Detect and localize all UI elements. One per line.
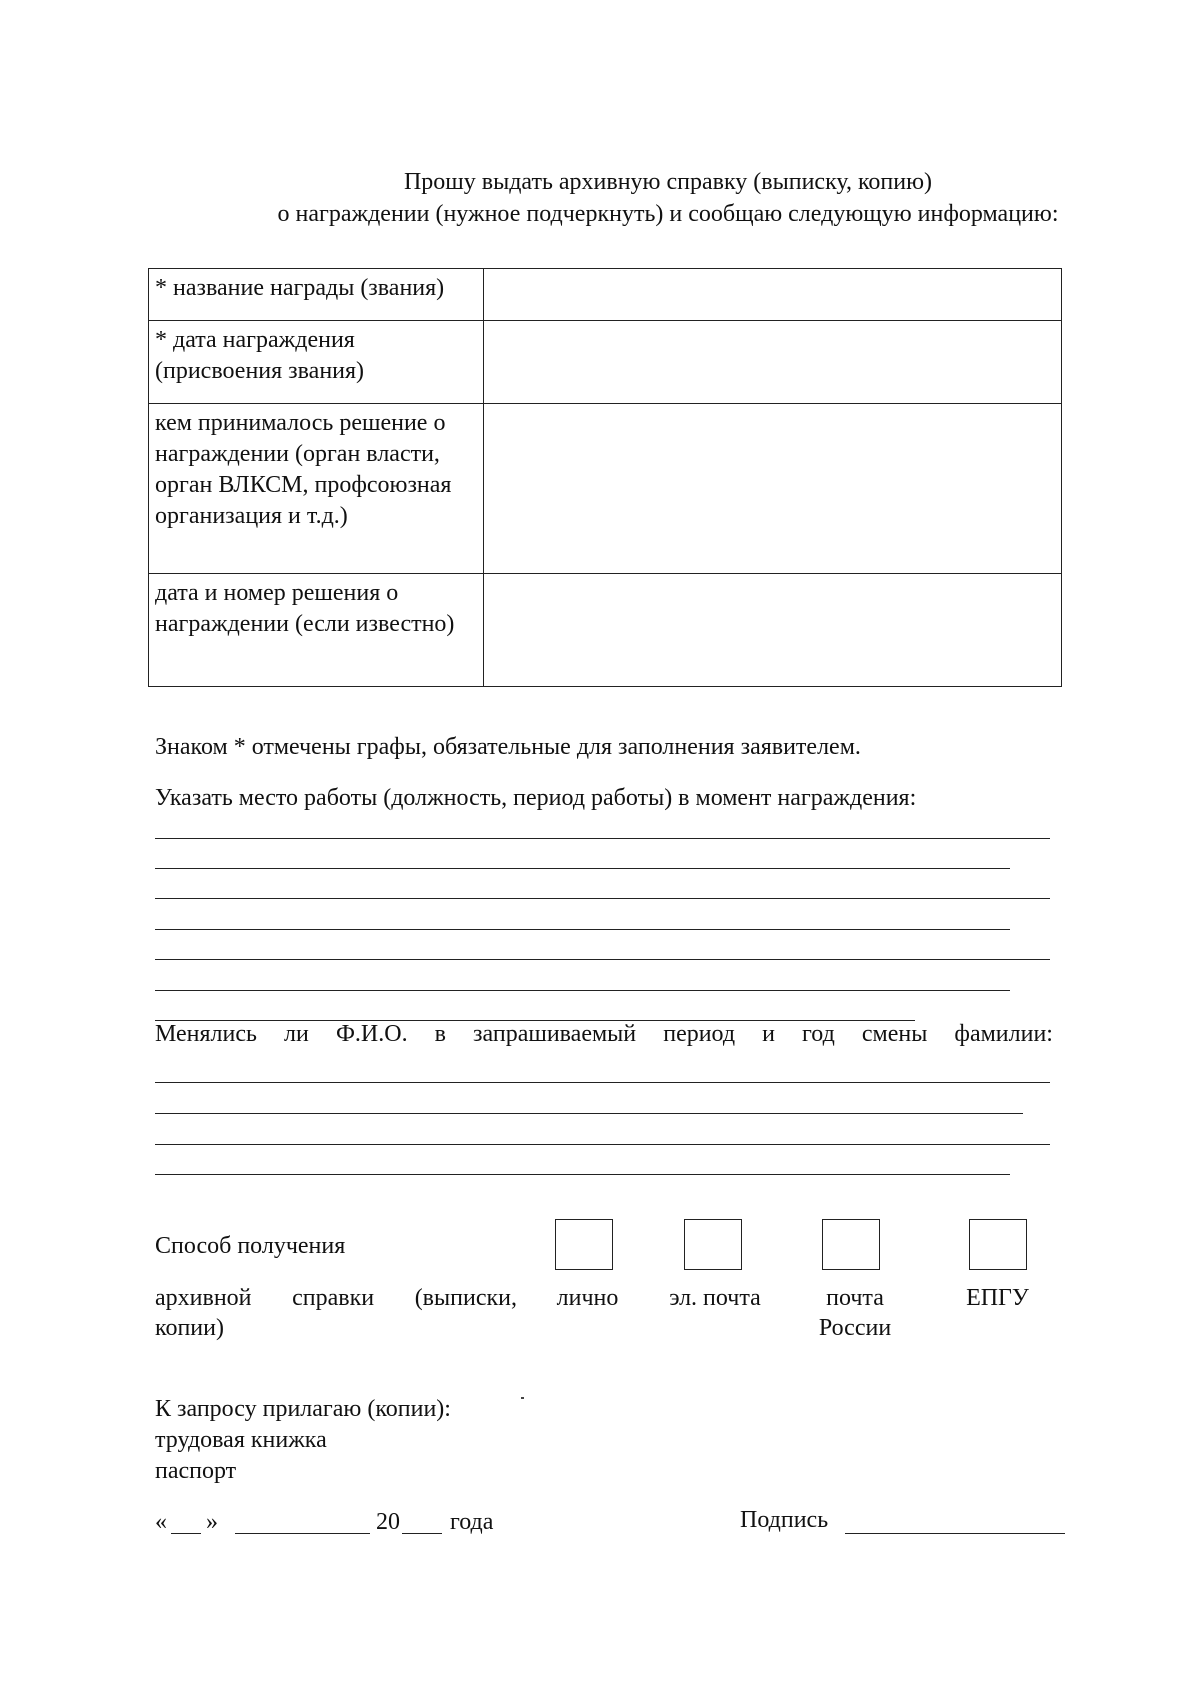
- award-date-label: * дата награждения (присвоения звания): [149, 321, 484, 404]
- workplace-line-1[interactable]: [155, 838, 1050, 839]
- award-name-label: * название награды (звания): [149, 269, 484, 321]
- fio-word: фамилии:: [954, 1021, 1053, 1047]
- name-change-line-4[interactable]: [155, 1174, 1010, 1175]
- award-info-table: [148, 268, 1062, 687]
- heading-line-1: Прошу выдать архивную справку (выписку, копию): [403, 169, 933, 195]
- attachments-title: К запросу прилагаю (копии):: [155, 1396, 451, 1422]
- option-in-person-label: лично: [556, 1285, 619, 1311]
- required-fields-note: Знаком * отмечены графы, обязательные для заполнения заявителем.: [155, 734, 861, 760]
- date-year-field[interactable]: [402, 1533, 442, 1534]
- date-open-quote: «: [155, 1509, 167, 1535]
- date-day-field[interactable]: [171, 1533, 201, 1534]
- option-russian-post-label: почта России: [818, 1285, 892, 1341]
- attachment-item-labor-book: трудовая книжка: [155, 1427, 327, 1453]
- decision-body-field[interactable]: [484, 404, 1062, 574]
- name-change-question: [155, 1021, 1053, 1048]
- table-row-decision-body: [149, 404, 1062, 574]
- receipt-method-label-line3: копии): [155, 1315, 224, 1341]
- decision-body-label: кем принималось решение о награждении (орган власти, орган ВЛКСМ, профсоюзная организация и т.д.): [149, 404, 484, 574]
- date-month-field[interactable]: [235, 1533, 370, 1534]
- attachment-item-passport: паспорт: [155, 1458, 237, 1484]
- award-name-field[interactable]: [484, 269, 1062, 321]
- fio-word: ли: [284, 1021, 309, 1047]
- receipt-method-label-line2: [155, 1283, 517, 1313]
- option-epgu-label: ЕПГУ: [966, 1285, 1029, 1311]
- checkbox-russian-post[interactable]: [822, 1219, 880, 1270]
- receipt-word: архивной: [155, 1285, 252, 1311]
- option-email-label: эл. почта: [669, 1285, 761, 1311]
- receipt-word: справки: [292, 1285, 375, 1311]
- checkbox-in-person[interactable]: [555, 1219, 613, 1270]
- fio-word: смены: [861, 1021, 928, 1047]
- fio-word: период: [663, 1021, 736, 1047]
- name-change-line-2[interactable]: [155, 1113, 1023, 1114]
- fio-word: год: [802, 1021, 835, 1047]
- workplace-line-6[interactable]: [155, 990, 1010, 991]
- award-date-field[interactable]: [484, 321, 1062, 404]
- workplace-line-2[interactable]: [155, 868, 1010, 869]
- workplace-line-4[interactable]: [155, 929, 1010, 930]
- fio-word: запрашиваемый: [473, 1021, 637, 1047]
- heading-line-2: о награждении (нужное подчеркнуть) и сообщаю следующую информацию:: [277, 201, 1059, 227]
- name-change-line-1[interactable]: [155, 1082, 1050, 1083]
- date-century: 20: [376, 1509, 400, 1535]
- name-change-line-3[interactable]: [155, 1144, 1050, 1145]
- table-row-award-name: [149, 269, 1062, 321]
- receipt-word: (выписки,: [414, 1285, 517, 1311]
- table-row-decision-number: [149, 574, 1062, 687]
- table-row-award-date: [149, 321, 1062, 404]
- signature-field[interactable]: [845, 1533, 1065, 1534]
- fio-word: Ф.И.О.: [335, 1021, 408, 1047]
- stray-mark: [521, 1397, 524, 1399]
- checkbox-epgu[interactable]: [969, 1219, 1027, 1270]
- checkbox-email[interactable]: [684, 1219, 742, 1270]
- fio-word: и: [762, 1021, 775, 1047]
- workplace-line-3[interactable]: [155, 898, 1050, 899]
- workplace-prompt: Указать место работы (должность, период работы) в момент награждения:: [155, 785, 917, 811]
- decision-number-label: дата и номер решения о награждении (если известно): [149, 574, 484, 687]
- decision-number-field[interactable]: [484, 574, 1062, 687]
- workplace-line-5[interactable]: [155, 959, 1050, 960]
- receipt-method-label: Способ получения: [155, 1233, 346, 1259]
- date-year-word: года: [450, 1509, 494, 1535]
- signature-label: Подпись: [740, 1507, 829, 1533]
- date-close-quote: »: [206, 1509, 218, 1535]
- fio-word: Менялись: [155, 1021, 257, 1047]
- fio-word: в: [434, 1021, 446, 1047]
